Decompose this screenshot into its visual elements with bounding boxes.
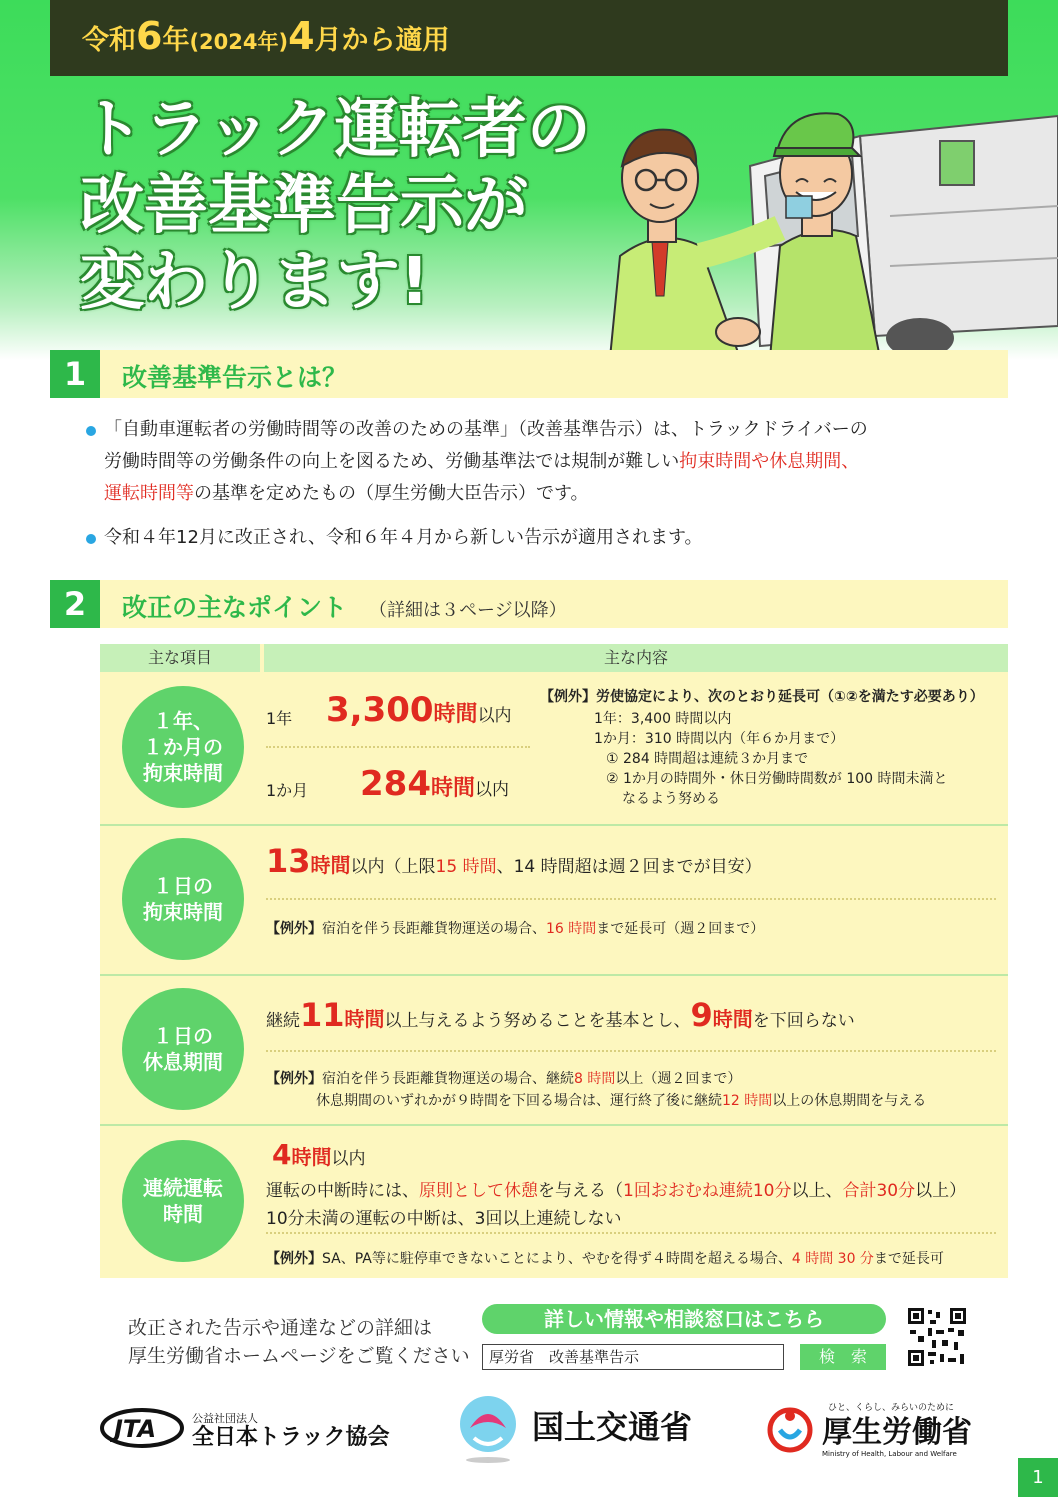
row-yearly-monthly xyxy=(100,672,1008,824)
yearly-exception-line: 1年：3,400 時間以内 xyxy=(594,711,732,727)
section-1-bullet-1 xyxy=(104,414,1004,510)
month-limit xyxy=(360,764,509,804)
section-2-header xyxy=(50,580,1008,628)
section-2-title xyxy=(122,588,567,624)
continuous-limit xyxy=(272,1138,365,1171)
search-input[interactable]: 厚労省 改善基準告示 xyxy=(482,1344,784,1370)
label-line: １日の xyxy=(153,874,213,898)
info-consultation-banner[interactable]: 詳しい情報や相談窓口はこちら xyxy=(482,1304,886,1334)
exception-text: 休息期間のいずれかが９時間を下回る場合は、運行終了後に継続 xyxy=(316,1093,722,1109)
yearly-exception-line: ① 284 時間超は連続３か月まで xyxy=(606,751,809,767)
section-2-number: 2 xyxy=(50,580,100,628)
label-line: 時間 xyxy=(163,1202,203,1226)
section-1-bullet-2 xyxy=(104,522,1004,554)
yearly-exception-head: 【例外】労使協定により、次のとおり延長可（①②を満たす必要あり） xyxy=(540,689,984,705)
exception-text: 宿泊を伴う長距離貨物運送の場合、 xyxy=(322,921,546,937)
row-daily-bind xyxy=(100,826,1008,974)
footer-note-line-1: 改正された告示や通達などの詳細は xyxy=(128,1317,433,1339)
year-label: 1年 xyxy=(266,709,293,728)
year-unit: 時間 xyxy=(433,702,478,727)
year-limit xyxy=(326,690,512,730)
continuous-suffix: 以内 xyxy=(331,1149,366,1169)
continuous-text: 以上） xyxy=(915,1181,967,1201)
month-unit: 時間 xyxy=(430,776,475,801)
daily-bind-text: 、14 時間超は週２回までが目安） xyxy=(496,857,762,877)
headline-line-2: 改善基準告示が xyxy=(80,169,528,243)
col-header-item: 主な項目 xyxy=(100,644,260,672)
month-suffix: 以内 xyxy=(475,780,509,800)
row-label-circle xyxy=(122,1140,244,1262)
mhlw-english-name: Ministry of Health, Labour and Welfare xyxy=(822,1450,957,1458)
mhlw-logo xyxy=(766,1400,986,1468)
dotted-divider xyxy=(266,1050,996,1052)
mlit-name: 国土交通省 xyxy=(532,1408,693,1446)
mhlw-logo-mark xyxy=(766,1400,986,1464)
label-line: １か月の xyxy=(143,735,223,759)
effective-date-text xyxy=(82,14,450,58)
exception-text: 以上（週２回まで） xyxy=(615,1071,742,1087)
bullet-dot-icon xyxy=(86,534,96,544)
search-button[interactable]: 検 索 xyxy=(800,1344,886,1370)
continuous-value: 4 xyxy=(272,1138,292,1171)
section-1-title: 改善基準告示とは？ xyxy=(122,363,348,392)
daily-bind-text: 以内（上限 xyxy=(350,857,436,877)
label-line: 休息期間 xyxy=(143,1050,223,1074)
exception-text: まで延長可（週２回まで） xyxy=(596,921,765,937)
footer-note xyxy=(128,1314,470,1370)
yearly-exception-line: 1か月：310 時間以内（年６か月まで） xyxy=(594,731,845,747)
effective-year-unit: 年 xyxy=(162,25,190,56)
hero-banner xyxy=(0,0,1058,360)
daily-rest-exception-1 xyxy=(266,1068,741,1088)
dotted-divider xyxy=(266,746,530,748)
exception-red: 16 時間 xyxy=(546,921,597,937)
jta-small-label: 公益社団法人 xyxy=(192,1412,258,1425)
bullet-1-line-2: 労働時間等の労働条件の向上を図るため、労働基準法では規制が難しい xyxy=(104,451,680,472)
year-value: 3,300 xyxy=(326,690,434,730)
continuous-unit: 時間 xyxy=(291,1145,332,1169)
points-table xyxy=(100,644,1008,1278)
daily-bind-exception xyxy=(266,918,764,938)
daily-rest-text: 以上与えるよう努めることを基本とし、 xyxy=(384,1011,691,1031)
handshake-illustration xyxy=(590,96,1058,358)
daily-bind-rule xyxy=(266,842,762,880)
col-header-content: 主な内容 xyxy=(264,644,1008,672)
exception-head: 【例外】 xyxy=(266,921,322,937)
daily-rest-rule xyxy=(266,996,855,1034)
daily-rest-value-2: 9 xyxy=(690,996,713,1034)
continuous-red: 原則として休憩 xyxy=(419,1181,538,1201)
bullet-1-line-1: 「自動車運転者の労働時間等の改善のための基準」（改善基準告示）は、トラックドライバーの xyxy=(104,419,868,440)
mlit-logo-mark xyxy=(456,1394,716,1464)
continuous-text: 運転の中断時には、 xyxy=(266,1181,419,1201)
effective-prefix: 令和 xyxy=(82,25,136,56)
continuous-text: を与える（ xyxy=(538,1181,623,1201)
daily-rest-exception-2 xyxy=(316,1090,926,1110)
daily-rest-unit-2: 時間 xyxy=(712,1007,753,1031)
continuous-exception xyxy=(266,1248,944,1268)
row-label-circle xyxy=(122,988,244,1110)
label-line: １年、 xyxy=(153,709,213,733)
month-label: 1か月 xyxy=(266,781,309,800)
bullet-1-red-2: 運転時間等 xyxy=(104,483,194,504)
continuous-text: 以上、 xyxy=(791,1181,843,1201)
month-value: 284 xyxy=(360,764,431,804)
yearly-exception-line: ② 1か月の時間外・休日労働時間数が 100 時間未満と xyxy=(606,771,948,787)
daily-rest-text: を下回らない xyxy=(752,1011,855,1031)
exception-text: SA、PA等に駐停車できないことにより、やむを得ず４時間を超える場合、 xyxy=(322,1251,792,1267)
jta-logo-mark xyxy=(100,1406,400,1450)
daily-rest-value-1: 11 xyxy=(300,996,345,1034)
label-line: 拘束時間 xyxy=(143,761,223,785)
yearly-exception-line: なるよう努める xyxy=(622,791,720,807)
daily-bind-value: 13 xyxy=(266,842,311,880)
effective-suffix: 月から適用 xyxy=(314,25,450,56)
dotted-divider xyxy=(266,1232,996,1234)
headline-line-1: トラック運転者の xyxy=(80,93,591,167)
daily-bind-unit: 時間 xyxy=(310,853,351,877)
exception-head: 【例外】 xyxy=(266,1251,322,1267)
dotted-divider xyxy=(266,898,996,900)
exception-red: 12 時間 xyxy=(722,1093,773,1109)
effective-western: (2024年) xyxy=(189,30,289,54)
qr-code-icon[interactable] xyxy=(906,1306,968,1368)
main-headline xyxy=(80,92,591,320)
footer-note-line-2: 厚生労働省ホームページをご覧ください xyxy=(128,1345,470,1367)
section-2-subtitle: （詳細は３ページ以降） xyxy=(369,600,567,621)
jta-logo xyxy=(100,1406,400,1454)
mlit-logo xyxy=(456,1394,716,1468)
page-number: 1 xyxy=(1018,1458,1058,1497)
exception-head: 【例外】 xyxy=(266,1071,322,1087)
section-2-title-text: 改正の主なポイント xyxy=(122,593,348,622)
row-label-circle xyxy=(122,838,244,960)
section-1-number: 1 xyxy=(50,350,100,398)
label-line: 拘束時間 xyxy=(143,900,223,924)
year-suffix: 以内 xyxy=(477,706,512,726)
bullet-dot-icon xyxy=(86,426,96,436)
row-label-circle xyxy=(122,686,244,808)
daily-rest-text: 継続 xyxy=(266,1011,300,1031)
headline-line-3: 変わります! xyxy=(80,245,430,319)
bullet-2-text: 令和４年12月に改正され、令和６年４月から新しい告示が適用されます。 xyxy=(104,527,703,548)
daily-rest-unit-1: 時間 xyxy=(344,1007,385,1031)
label-line: １日の xyxy=(153,1024,213,1048)
daily-bind-red: 15 時間 xyxy=(435,857,497,877)
jta-mark-text: JTA xyxy=(114,1415,157,1443)
jta-name: 全日本トラック協会 xyxy=(192,1425,390,1450)
effective-year-num: 6 xyxy=(136,14,163,58)
section-1-header xyxy=(50,350,1008,398)
exception-text: まで延長可 xyxy=(873,1251,944,1267)
exception-red: 4 時間 30 分 xyxy=(791,1251,874,1267)
row-daily-rest xyxy=(100,976,1008,1124)
bullet-1-line-3: の基準を定めたもの（厚生労働大臣告示）です。 xyxy=(194,483,589,504)
continuous-break-rule xyxy=(266,1176,966,1201)
row-continuous-driving xyxy=(100,1126,1008,1278)
mhlw-name: 厚生労働省 xyxy=(822,1415,972,1450)
continuous-interrupt-rule: 10分未満の運転の中断は、3回以上連続しない xyxy=(266,1209,622,1229)
continuous-red: 合計30分 xyxy=(842,1181,916,1201)
bullet-1-red-1: 拘束時間や休息期間、 xyxy=(679,451,860,472)
label-line: 連続運転 xyxy=(143,1176,223,1200)
exception-red: 8 時間 xyxy=(574,1071,616,1087)
mhlw-tagline: ひと、くらし、みらいのために xyxy=(828,1403,955,1413)
continuous-red: 1回おおむね連続10分 xyxy=(623,1181,792,1201)
exception-text: 宿泊を伴う長距離貨物運送の場合、継続 xyxy=(322,1071,574,1087)
handshake-hands xyxy=(716,318,760,346)
exception-text: 以上の休息期間を与える xyxy=(772,1093,927,1109)
effective-month-num: 4 xyxy=(288,14,315,58)
